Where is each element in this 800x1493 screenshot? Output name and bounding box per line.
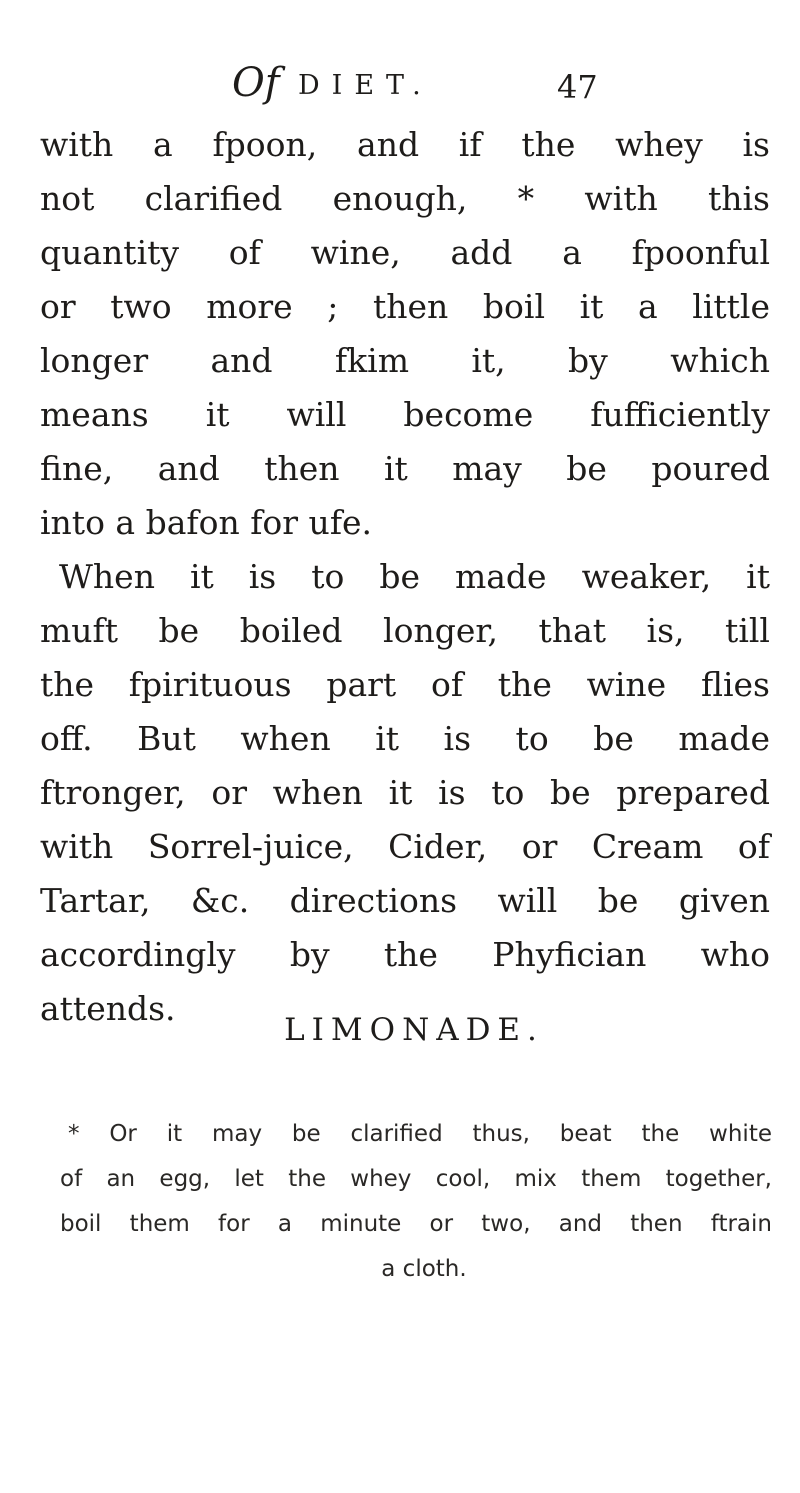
text-line: not clarified enough, * with this (40, 179, 770, 218)
footnote-line: * Or it may be clarified thus, beat the white (68, 1121, 772, 1147)
footnote (60, 1112, 772, 1292)
text-line: longer and fkim it, by which (40, 341, 770, 380)
text-line: ftronger, or when it is to be prepared (40, 773, 770, 812)
text-line: or two more ; then boil it a little (40, 287, 770, 326)
text-line: muft be boiled longer, that is, till (40, 611, 770, 650)
footnote-line: a cloth. (381, 1256, 467, 1282)
footnote-line: of an egg, let the whey cool, mix them together, (60, 1166, 772, 1192)
paragraph-start-line: When it is to be made weaker, it (59, 557, 770, 596)
text-line: fine, and then it may be poured (40, 449, 770, 488)
header-title: DIET. (298, 70, 433, 101)
text-line: quantity of wine, add a fpoonful (40, 233, 770, 272)
text-line: the fpirituous part of the wine flies (40, 665, 770, 704)
text-line: means it will become fufficiently (40, 395, 770, 434)
text-line: Tartar, &c. directions will be given (40, 881, 770, 920)
header-of: Of (232, 60, 280, 106)
text-line: with a fpoon, and if the whey is (40, 125, 770, 164)
page-number: 47 (557, 68, 598, 106)
text-line: with Sorrel-juice, Cider, or Cream of (40, 827, 770, 866)
footnote-line: boil them for a minute or two, and then ftrain (60, 1211, 772, 1237)
text-line: attends. (40, 989, 176, 1028)
text-line: accordingly by the Phyfician who (40, 935, 770, 974)
text-line: off. But when it is to be made (40, 719, 770, 758)
text-line: into a bafon for ufe. (40, 503, 373, 542)
body-text (40, 118, 770, 1036)
section-heading: LIMONADE. (284, 1012, 544, 1048)
running-header (0, 60, 800, 110)
